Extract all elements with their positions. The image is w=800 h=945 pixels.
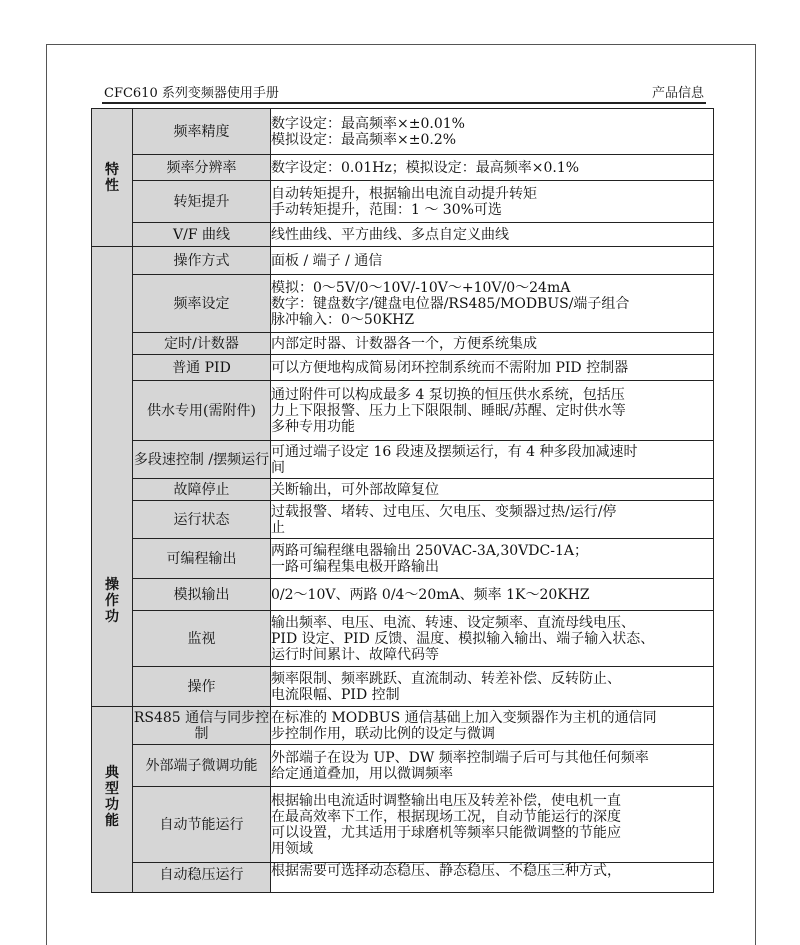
item-value: 数字设定：0.01Hz；模拟设定：最高频率×0.1% <box>271 155 714 181</box>
item-value: 在标准的 MODBUS 通信基础上加入变频器作为主机的通信同 步控制作用，联动比例的设定与微调 <box>271 707 714 745</box>
item-label: 监视 <box>133 611 271 667</box>
table-row <box>92 109 714 155</box>
item-label: 模拟输出 <box>133 579 271 611</box>
table-row <box>92 787 714 863</box>
table-row <box>92 247 714 275</box>
spec-table <box>91 108 714 893</box>
table-row <box>92 223 714 247</box>
item-value: 自动转矩提升，根据输出电流自动提升转矩 手动转矩提升，范围：1 ～ 30%可选 <box>271 181 714 223</box>
item-label: 操作 <box>133 667 271 707</box>
item-value: 外部端子在设为 UP、DW 频率控制端子后可与其他任何频率 给定通道叠加，用以微调频率 <box>271 745 714 787</box>
section-title: 产品信息 <box>651 86 704 101</box>
table-row <box>92 181 714 223</box>
item-value: 输出频率、电压、电流、转速、设定频率、直流母线电压、 PID 设定、PID 反馈、温度、模拟输入输出、端子输入状态、 运行时间累计、故障代码等 <box>271 611 714 667</box>
item-value: 可通过端子设定 16 段速及摆频运行，有 4 种多段加减速时 间 <box>271 441 714 479</box>
item-label: 故障停止 <box>133 479 271 501</box>
item-label: 可编程输出 <box>133 539 271 579</box>
item-label: 供水专用(需附件) <box>133 381 271 441</box>
table-row <box>92 441 714 479</box>
item-label: RS485 通信与同步控制 <box>133 707 271 745</box>
item-value: 0/2～10V、两路 0/4～20mA、频率 1K～20KHZ <box>271 579 714 611</box>
category-cell-operation: 操 作 功 <box>92 247 133 707</box>
item-value: 线性曲线、平方曲线、多点自定义曲线 <box>271 223 714 247</box>
item-value: 根据输出电流适时调整输出电压及转差补偿，使电机一直 在最高效率下工作，根据现场工况，自动节能运行的深度 可以设置，尤其适用于球磨机等频率只能微调整的节能应 用领域 <box>271 787 714 863</box>
category-cell-features: 特 性 <box>92 109 133 247</box>
item-value: 通过附件可以构成最多 4 泵切换的恒压供水系统，包括压 力上下限报警、压力上下限限制、睡眠/苏醒、定时供水等 多种专用功能 <box>271 381 714 441</box>
manual-title: CFC610 系列变频器使用手册 <box>104 86 279 101</box>
item-label: 操作方式 <box>133 247 271 275</box>
item-value: 频率限制、频率跳跃、直流制动、转差补偿、反转防止、 电流限幅、PID 控制 <box>271 667 714 707</box>
table-row <box>92 745 714 787</box>
item-label: V/F 曲线 <box>133 223 271 247</box>
table-row <box>92 333 714 355</box>
item-label: 频率设定 <box>133 275 271 333</box>
item-label: 自动稳压运行 <box>133 863 271 893</box>
item-value: 关断输出，可外部故障复位 <box>271 479 714 501</box>
item-label: 外部端子微调功能 <box>133 745 271 787</box>
page-header <box>102 80 706 104</box>
item-label: 运行状态 <box>133 501 271 539</box>
table-row <box>92 579 714 611</box>
table-row <box>92 381 714 441</box>
item-value: 可以方便地构成简易闭环控制系统而不需附加 PID 控制器 <box>271 355 714 381</box>
item-value: 两路可编程继电器输出 250VAC-3A,30VDC-1A； 一路可编程集电极开路输出 <box>271 539 714 579</box>
table-row <box>92 275 714 333</box>
table-row <box>92 539 714 579</box>
item-label: 多段速控制 /摆频运行 <box>133 441 271 479</box>
item-label: 自动节能运行 <box>133 787 271 863</box>
item-label: 定时/计数器 <box>133 333 271 355</box>
table-row <box>92 863 714 893</box>
item-value: 数字设定：最高频率×±0.01% 模拟设定：最高频率×±0.2% <box>271 109 714 155</box>
table-row <box>92 355 714 381</box>
item-value: 根据需要可选择动态稳压、静态稳压、不稳压三种方式， <box>271 863 714 893</box>
item-label: 频率分辨率 <box>133 155 271 181</box>
table-row <box>92 479 714 501</box>
item-value: 内部定时器、计数器各一个，方便系统集成 <box>271 333 714 355</box>
table-row <box>92 155 714 181</box>
table-row <box>92 611 714 667</box>
item-value: 模拟：0～5V/0～10V/-10V～+10V/0～24mA 数字：键盘数字/键盘电位器/RS485/MODBUS/端子组合 脉冲输入：0～50KHZ <box>271 275 714 333</box>
item-label: 普通 PID <box>133 355 271 381</box>
item-label: 频率精度 <box>133 109 271 155</box>
item-value: 面板 / 端子 / 通信 <box>271 247 714 275</box>
item-value: 过载报警、堵转、过电压、欠电压、变频器过热/运行/停 止 <box>271 501 714 539</box>
table-row <box>92 501 714 539</box>
table-row <box>92 667 714 707</box>
table-row <box>92 707 714 745</box>
item-label: 转矩提升 <box>133 181 271 223</box>
category-cell-typical-functions: 典 型 功 能 <box>92 707 133 893</box>
